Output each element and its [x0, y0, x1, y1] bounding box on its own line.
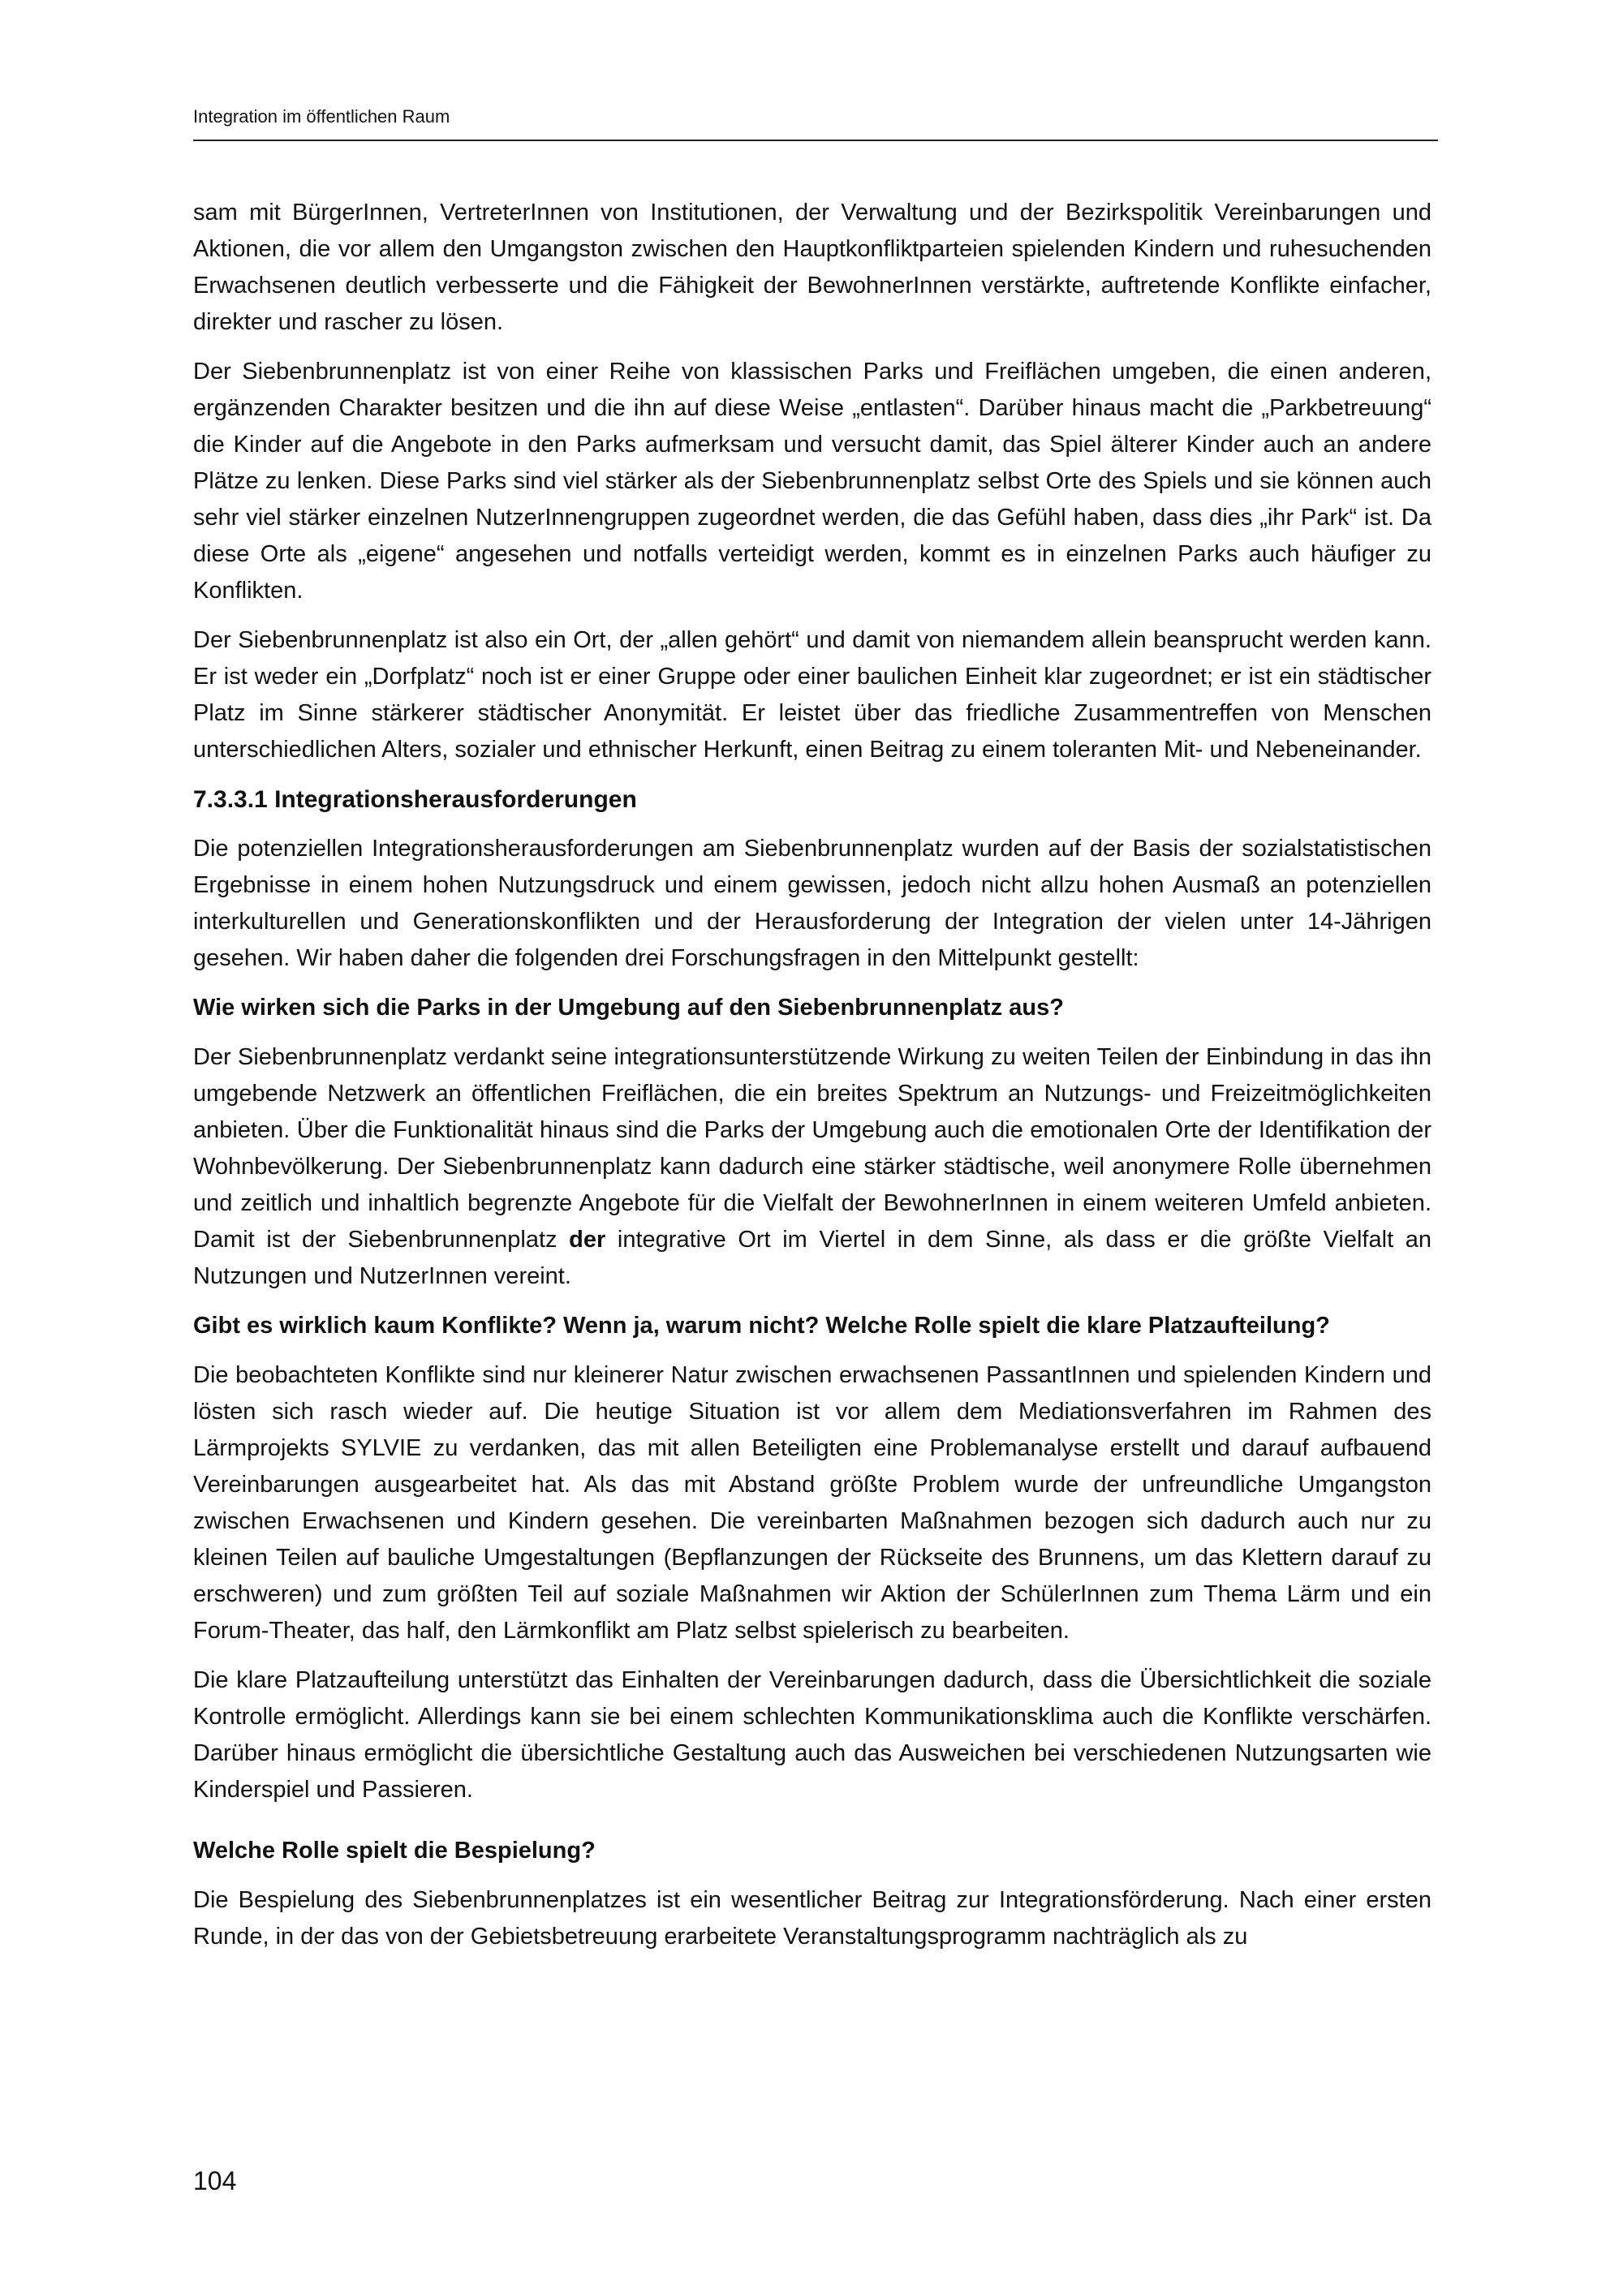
paragraph-4: Die potenziellen Integrationsherausforderungen am Siebenbrunnenplatz wurden auf der Basis der sozialstatistischen Ergebnisse in einem hohen Nutzungsdruck und einem gewissen, jedoch nicht allzu hohen Ausmaß an potenziellen interkulturellen und Generationskonflikten und der Herausforderung der Integration der vielen unter 14-Jährigen gesehen. Wir haben daher die folgenden drei Forschungsfragen in den Mittelpunkt gestellt:	[193, 836, 1431, 971]
paragraph-5	[193, 1039, 1431, 1295]
paragraph-7: Die klare Platzaufteilung unterstützt das Einhalten der Vereinbarungen dadurch, dass die Übersichtlichkeit die soziale Kontrolle ermöglicht. Allerdings kann sie bei einem schlechten Kommunikationsklima auch die Konflikte verschärfen. Darüber hinaus ermöglicht die übersichtliche Gestaltung auch das Ausweichen bei verschiedenen Nutzungsarten wie Kinderspiel und Passieren.	[193, 1667, 1431, 1803]
paragraph-1: sam mit BürgerInnen, VertreterInnen von Institutionen, der Verwaltung und der Bezirkspolitik Vereinbarungen und Aktionen, die vor allem den Umgangston zwischen den Hauptkonfliktparteien spielenden Kindern und ruhesuchenden Erwachsenen deutlich verbesserte und die Fähigkeit der BewohnerInnen verstärkte, auftretende Konflikte einfacher, direkter und rascher zu lösen.	[193, 200, 1431, 335]
paragraph-3: Der Siebenbrunnenplatz ist also ein Ort, der „allen gehört“ und damit von niemandem allein beansprucht werden kann. Er ist weder ein „Dorfplatz“ noch ist er einer Gruppe oder einer baulichen Einheit klar zugeordnet; er ist ein städtischer Platz im Sinne stärkerer städtischer Anonymität. Er leistet über das friedliche Zusammentreffen von Menschen unterschiedlichen Alters, sozialer und ethnischer Herkunft, einen Beitrag zu einem toleranten Mit- und Nebeneinander.	[193, 627, 1431, 763]
paragraph-5-text-end: integrative Ort im Viertel in dem Sinne, als dass er die größte Vielfalt an Nutzungen und NutzerInnen vereint.	[193, 1227, 1432, 1289]
question-heading-1: Wie wirken sich die Parks in der Umgebung auf den Siebenbrunnenplatz aus?	[193, 995, 1064, 1021]
running-header	[193, 107, 1438, 141]
paragraph-8: Die Bespielung des Siebenbrunnenplatzes ist ein wesentlicher Beitrag zur Integrationsförderung. Nach einer ersten Runde, in der das von der Gebietsbetreuung erarbeitete Veranstaltungsprogramm nachträglich als zu	[193, 1887, 1431, 1950]
question-heading-3: Welche Rolle spielt die Bespielung?	[193, 1838, 596, 1864]
paragraph-2: Der Siebenbrunnenplatz ist von einer Reihe von klassischen Parks und Freiflächen umgeben, die einen anderen, ergänzenden Charakter besitzen und die ihn auf diese Weise „entlasten“. Darüber hinaus macht die „Parkbetreuung“ die Kinder auf die Angebote in den Parks aufmerksam und versucht damit, das Spiel älterer Kinder auch an andere Plätze zu lenken. Diese Parks sind viel stärker als der Siebenbrunnenplatz selbst Orte des Spiels und sie können auch sehr viel stärker einzelnen NutzerInnengruppen zugeordnet werden, die das Gefühl haben, dass dies „ihr Park“ ist. Da diese Orte als „eigene“ angesehen und notfalls verteidigt werden, kommt es in einzelnen Parks auch häufiger zu Konflikten.	[193, 359, 1431, 604]
page-number: 104	[193, 2166, 237, 2195]
paragraph-5-emphasis: der	[569, 1227, 606, 1253]
paragraph-5-text-start: Der Siebenbrunnenplatz verdankt seine integrationsunterstützende Wirkung zu weiten Teilen der Einbindung in das ihn umgebende Netzwerk an öffentlichen Freiflächen, die ein breites Spektrum an Nutzungs- und Freizeitmöglichkeiten anbieten. Über die Funktionalität hinaus sind die Parks der Umgebung auch die emotionalen Orte der Identifikation der Wohnbevölkerung. Der Siebenbrunnenplatz kann dadurch eine stärker städtische, weil anonymere Rolle übernehmen und zeitlich und inhaltlich begrenzte Angebote für die Vielfalt der BewohnerInnen in einem weiteren Umfeld anbieten. Damit ist der Siebenbrunnenplatz	[193, 1044, 1431, 1253]
running-header-title: Integration im öffentlichen Raum	[193, 106, 450, 127]
section-heading: 7.3.3.1 Integrationsherausforderungen	[193, 786, 637, 813]
question-heading-2: Gibt es wirklich kaum Konflikte? Wenn ja, warum nicht? Welche Rolle spielt die klare Platzaufteilung?	[193, 1313, 1330, 1339]
page-body	[193, 195, 1431, 1955]
paragraph-6: Die beobachteten Konflikte sind nur kleinerer Natur zwischen erwachsenen PassantInnen und spielenden Kindern und lösten sich rasch wieder auf. Die heutige Situation ist vor allem dem Mediationsverfahren im Rahmen des Lärmprojekts SYLVIE zu verdanken, das mit allen Beteiligten eine Problemanalyse erstellt und darauf aufbauend Vereinbarungen ausgearbeitet hat. Als das mit Abstand größte Problem wurde der unfreundliche Umgangston zwischen Erwachsenen und Kindern gesehen. Die vereinbarten Maßnahmen bezogen sich dadurch auch nur zu kleinen Teilen auf bauliche Umgestaltungen (Bepflanzungen der Rückseite des Brunnens, um das Klettern darauf zu erschweren) und zum größten Teil auf soziale Maßnahmen wir Aktion der SchülerInnen zum Thema Lärm und ein Forum-Theater, das half, den Lärmkonflikt am Platz selbst spielerisch zu bearbeiten.	[193, 1362, 1431, 1644]
